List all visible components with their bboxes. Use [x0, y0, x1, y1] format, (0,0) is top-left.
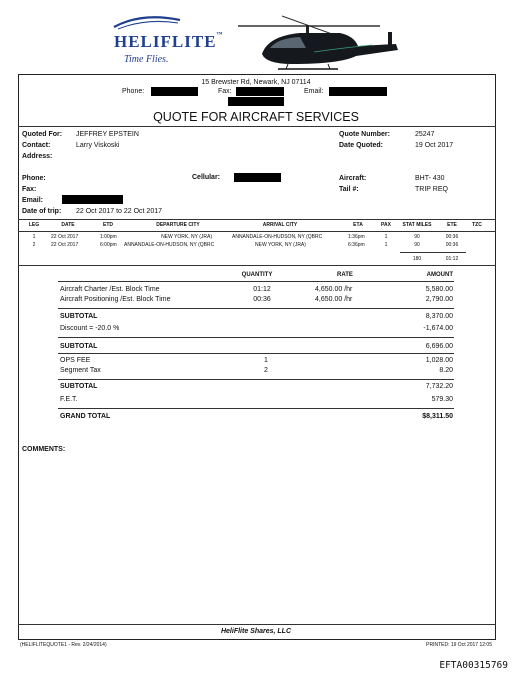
- legs-divider-top: [18, 219, 496, 220]
- legs-header-pax: PAX: [381, 222, 391, 228]
- subtotal-1-value: 8,370.00: [425, 313, 453, 320]
- fee-desc: OPS FEE: [60, 357, 91, 364]
- bates-stamp: EFTA00315769: [439, 660, 508, 671]
- divider: [58, 337, 454, 338]
- subtotal-3-label: SUBTOTAL: [60, 383, 98, 390]
- subtotal-2-label: SUBTOTAL: [60, 343, 98, 350]
- divider: [58, 308, 454, 309]
- leg-number: 1: [32, 234, 36, 240]
- charge-desc: Aircraft Charter /Est. Block Time: [60, 286, 160, 293]
- customer-email-redaction: [62, 195, 123, 204]
- date-quoted-label: Date Quoted:: [339, 142, 383, 149]
- phone-label: Phone:: [122, 88, 145, 95]
- quoted-for-label: Quoted For:: [22, 131, 63, 138]
- page-title: QUOTE FOR AIRCRAFT SERVICES: [153, 110, 359, 124]
- fee-desc: Segment Tax: [60, 367, 101, 374]
- footer-company: HeliFlite Shares, LLC: [220, 628, 292, 635]
- legs-header-stat-miles: STAT MILES: [402, 222, 432, 228]
- fax-label-customer: Fax:: [22, 186, 37, 193]
- fee-qty: 1: [264, 357, 268, 364]
- logo-swoosh-icon: [112, 14, 182, 30]
- phone-redaction: [151, 87, 198, 96]
- legs-total-ete: 01:12: [445, 256, 459, 262]
- fax-redaction: [236, 87, 284, 96]
- legs-header-departure: DEPARTURE CITY: [156, 222, 200, 228]
- legs-header-ete: ETE: [447, 222, 457, 228]
- discount-label: Discount = -20.0 %: [60, 325, 120, 332]
- leg-etd: 1:00pm: [100, 234, 117, 240]
- fee-amount: 1,028.00: [425, 357, 453, 364]
- legs-header-arrival: ARRIVAL CITY: [262, 222, 298, 228]
- quote-number-label: Quote Number:: [339, 131, 390, 138]
- logo-tm: ™: [216, 32, 224, 38]
- charge-qty: 01:12: [253, 286, 271, 293]
- email-redaction: [329, 87, 387, 96]
- aircraft-value: BHT- 430: [415, 175, 445, 182]
- leg-etd: 6:00pm: [100, 242, 117, 248]
- charge-qty: 00:36: [253, 296, 271, 303]
- charges-header-rate: RATE: [337, 272, 353, 278]
- leg-miles: 90: [414, 234, 420, 240]
- comments-label: COMMENTS:: [22, 446, 66, 453]
- grand-total-value: $8,311.50: [422, 413, 453, 420]
- company-address: 15 Brewster Rd, Newark, NJ 07114: [201, 79, 311, 86]
- footer-divider: [18, 624, 496, 625]
- legs-header-leg: LEG: [28, 222, 40, 228]
- charge-amount: 2,790.00: [425, 296, 453, 303]
- leg-number: 2: [32, 242, 36, 248]
- fet-value: 579.30: [431, 396, 453, 403]
- phone-label-customer: Phone:: [22, 175, 46, 182]
- charge-rate: 4,650.00 /hr: [315, 286, 353, 293]
- date-of-trip-label: Date of trip:: [22, 208, 62, 215]
- charge-desc: Aircraft Positioning /Est. Block Time: [60, 296, 171, 303]
- leg-ete: 00:36: [445, 234, 459, 240]
- leg-pax: 1: [384, 242, 388, 248]
- leg-arrival: ANNANDALE-ON-HUDSON, NY (QBRC: [232, 234, 323, 240]
- subtotal-1-label: SUBTOTAL: [60, 313, 98, 320]
- divider: [58, 379, 454, 380]
- fee-amount: 8.20: [439, 367, 453, 374]
- quote-number-value: 25247: [415, 131, 435, 138]
- legs-divider-header: [18, 231, 496, 232]
- fax-redaction-2: [228, 97, 284, 106]
- footer-form-id: (HELIFLITEQUOTE1 - Rev. 2/24/2014): [20, 642, 107, 648]
- cellular-label: Cellular:: [192, 174, 221, 181]
- helicopter-icon: [222, 14, 402, 74]
- divider: [58, 408, 454, 409]
- legs-header-tzc: TZC: [472, 222, 482, 228]
- quoted-for-value: JEFFREY EPSTEIN: [76, 131, 139, 138]
- date-of-trip-value: 22 Oct 2017 to 22 Oct 2017: [76, 208, 163, 215]
- subtotal-2-value: 6,696.00: [425, 343, 453, 350]
- fet-label: F.E.T.: [60, 396, 78, 403]
- legs-total-divider: [400, 252, 466, 253]
- logo-tagline: Time Flies.: [124, 54, 169, 65]
- leg-ete: 00:36: [445, 242, 459, 248]
- date-quoted-value: 19 Oct 2017: [415, 142, 454, 149]
- leg-eta: 1:36pm: [348, 234, 365, 240]
- legs-divider-bottom: [18, 265, 496, 266]
- divider: [58, 353, 454, 354]
- email-label: Email:: [304, 88, 324, 95]
- footer-printed: PRINTED: 19 Oct 2017 12:05: [426, 642, 492, 648]
- fax-label: Fax:: [218, 88, 232, 95]
- aircraft-label: Aircraft:: [339, 175, 367, 182]
- tail-value: TRIP REQ: [415, 186, 448, 193]
- discount-value: -1,674.00: [423, 325, 453, 332]
- legs-total-miles: 180: [412, 256, 422, 262]
- logo: [108, 14, 228, 70]
- fee-qty: 2: [264, 367, 268, 374]
- legs-header-etd: ETD: [103, 222, 113, 228]
- leg-date: 22 Oct 2017: [51, 242, 79, 248]
- email-label-customer: Email:: [22, 197, 44, 204]
- leg-eta: 6:36pm: [348, 242, 365, 248]
- leg-date: 22 Oct 2017: [51, 234, 79, 240]
- subtotal-3-value: 7,732.20: [425, 383, 453, 390]
- tail-label: Tail #:: [339, 186, 359, 193]
- contact-value: Larry Viskoski: [76, 142, 120, 149]
- charge-rate: 4,650.00 /hr: [315, 296, 353, 303]
- leg-arrival: NEW YORK, NY (JRA): [255, 242, 306, 248]
- charges-header-divider: [58, 281, 454, 282]
- address-label: Address:: [22, 153, 53, 160]
- legs-header-date: DATE: [61, 222, 75, 228]
- charges-header-quantity: QUANTITY: [241, 272, 273, 278]
- grand-total-label: GRAND TOTAL: [60, 413, 111, 420]
- charges-header-amount: AMOUNT: [426, 272, 453, 278]
- leg-departure: NEW YORK, NY (JRA): [161, 234, 212, 240]
- charge-amount: 5,580.00: [425, 286, 453, 293]
- contact-label: Contact:: [22, 142, 51, 149]
- cellular-redaction: [234, 173, 281, 182]
- leg-departure: ANNANDALE-ON-HUDSON, NY (QBRC: [124, 242, 215, 248]
- divider: [18, 126, 496, 127]
- leg-pax: 1: [384, 234, 388, 240]
- legs-header-eta: ETA: [353, 222, 363, 228]
- leg-miles: 90: [414, 242, 420, 248]
- logo-brand: HELIFLITE: [114, 32, 217, 51]
